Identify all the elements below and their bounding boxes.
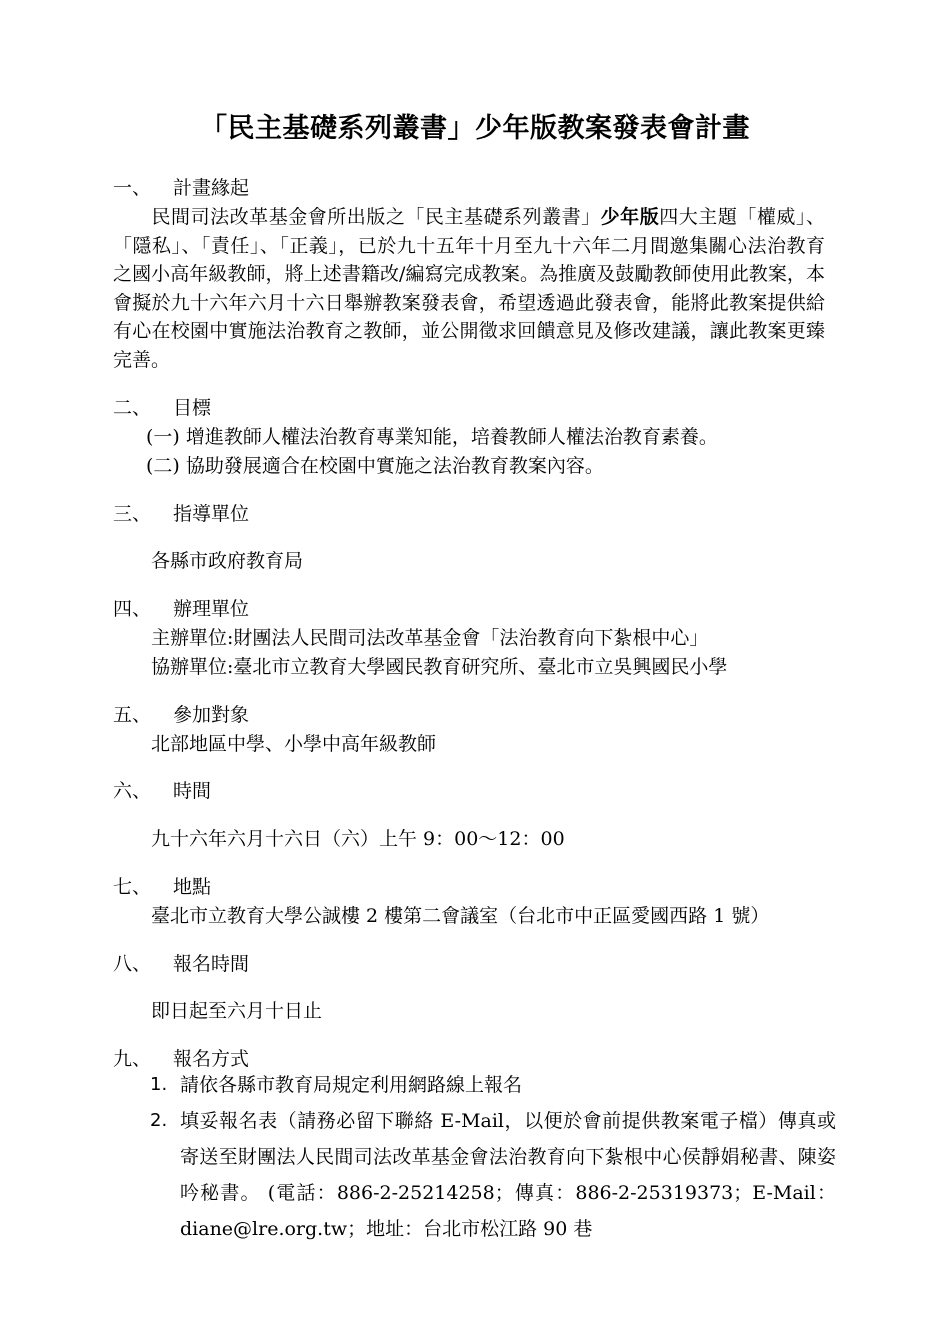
section-title: 指導單位: [173, 503, 250, 525]
section-number: 二、: [113, 397, 152, 419]
registration-method-1: [150, 1067, 836, 1103]
section-heading-3: [113, 501, 249, 527]
section-title: 參加對象: [173, 704, 250, 726]
paragraph-bold-text: 少年版: [600, 206, 660, 228]
section-number: 八、: [113, 953, 152, 975]
section-title: 辦理單位: [173, 598, 250, 620]
section-title: 時間: [173, 780, 212, 802]
section-number: 一、: [113, 177, 152, 199]
registration-period: 即日起至六月十日止: [151, 1000, 323, 1022]
section-heading-7: [113, 874, 211, 900]
participants: 北部地區中學、小學中高年級教師: [151, 733, 437, 755]
section-heading-8: [113, 951, 249, 977]
organizer: 主辦單位:財團法人民間司法改革基金會「法治教育向下紮根中心」: [151, 627, 709, 649]
event-location: 臺北市立教育大學公誠樓 2 樓第二會議室（台北市中正區愛國西路 1 號）: [151, 905, 770, 927]
goal-item-2: (二) 協助發展適合在校園中實施之法治教育教案內容。: [146, 455, 604, 477]
section-heading-4: [113, 596, 249, 622]
section-title: 地點: [173, 876, 212, 898]
section-heading-2: [113, 395, 211, 421]
section-number: 四、: [113, 598, 152, 620]
supervising-unit: 各縣市政府教育局: [151, 550, 304, 572]
section-number: 三、: [113, 503, 152, 525]
section-heading-6: [113, 778, 211, 804]
section-title: 目標: [173, 397, 212, 419]
list-text: 請依各縣市教育局規定利用網路線上報名: [180, 1074, 523, 1096]
registration-method-2: [150, 1103, 836, 1247]
paragraph-text: 民間司法改革基金會所出版之「民主基礎系列叢書」: [151, 206, 601, 228]
list-number: 2.: [150, 1110, 168, 1131]
section-heading-1: [113, 175, 249, 201]
event-time: 九十六年六月十六日（六）上午 9：00～12：00: [151, 828, 565, 850]
section-title: 報名時間: [173, 953, 250, 975]
goal-item-1: (一) 增進教師人權法治教育專業知能，培養教師人權法治教育素養。: [146, 426, 718, 448]
section-heading-5: [113, 702, 249, 728]
co-organizer: 協辦單位:臺北市立教育大學國民教育研究所、臺北市立吳興國民小學: [151, 656, 728, 678]
section-number: 七、: [113, 876, 152, 898]
section-number: 九、: [113, 1048, 152, 1070]
page-title: 「民主基礎系列叢書」少年版教案發表會計畫: [200, 113, 750, 144]
section-1-paragraph: [113, 203, 825, 374]
section-title: 報名方式: [173, 1048, 250, 1070]
paragraph-text: 四大主題「權威」、「隱私」、「責任」、「正義」，已於九十五年十月至九十六年二月間邀集關心法治教育之國小高年級教師，將上述書籍改/編寫完成教案。為推廣及鼓勵教師使用此教案，本會擬於九十六年六月十六日舉辦教案發表會，希望透過此發表會，能將此教案提供給有心在校園中實施法治教育之教師，並公開徵求回饋意見及修改建議，讓此教案更臻完善。: [113, 206, 825, 371]
section-number: 六、: [113, 780, 152, 802]
list-number: 1.: [150, 1074, 168, 1095]
list-text: 填妥報名表（請務必留下聯絡 E-Mail，以便於會前提供教案電子檔）傳真或寄送至財團法人民間司法改革基金會法治教育向下紮根中心侯靜娟秘書、陳姿吟秘書。 (電話：886-2-25214258；傳真：886-2-25319373；E-Mail：diane@lre.org.tw；地址：台北市松江路 90 巷: [180, 1110, 836, 1240]
section-number: 五、: [113, 704, 152, 726]
section-title: 計畫緣起: [173, 177, 250, 199]
